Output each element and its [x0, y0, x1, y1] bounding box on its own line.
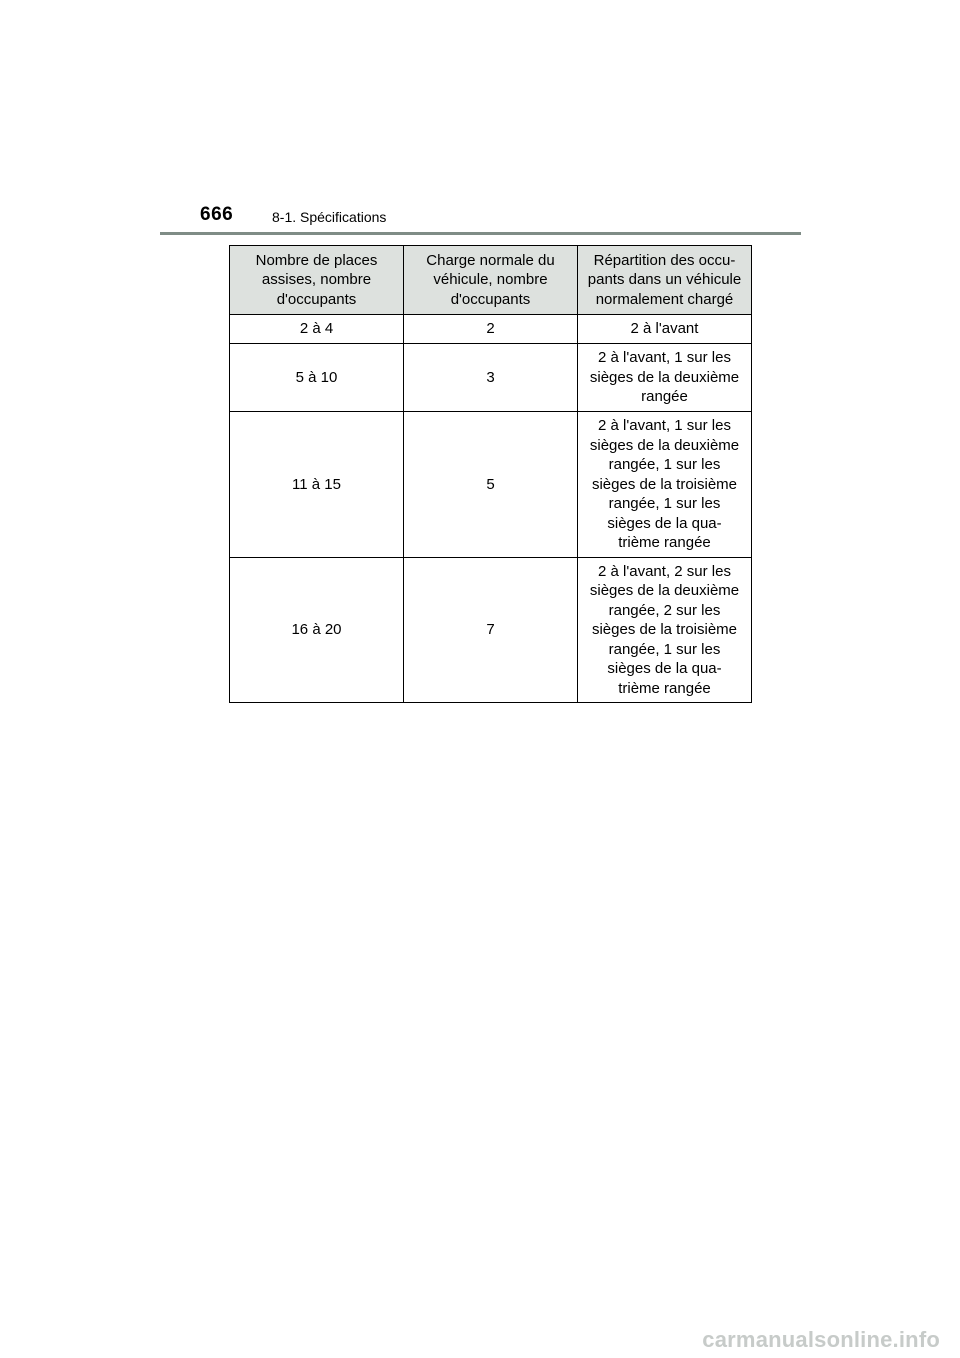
header-divider [160, 232, 801, 235]
cell-load: 2 [404, 315, 578, 344]
cell-load: 3 [404, 344, 578, 412]
page-number: 666 [200, 204, 234, 225]
section-title: 8-1. Spécifications [272, 209, 387, 225]
cell-distribution: 2 à l'avant, 2 sur les sièges de la deuxième rangée, 2 sur les sièges de la troisième rangée, 1 sur les sièges de la qua- trième rangée [578, 557, 752, 703]
table-row [230, 344, 752, 412]
cell-distribution: 2 à l'avant, 1 sur les sièges de la deuxième rangée [578, 344, 752, 412]
cell-seats: 2 à 4 [230, 315, 404, 344]
occupant-distribution-table [229, 245, 752, 703]
table-row [230, 412, 752, 558]
cell-load: 7 [404, 557, 578, 703]
column-header-distribution: Répartition des occu- pants dans un véhicule normalement chargé [578, 246, 752, 315]
table-header-row [230, 246, 752, 315]
table-row [230, 557, 752, 703]
watermark-text: carmanualsonline.info [702, 1327, 940, 1352]
column-header-load: Charge normale du véhicule, nombre d'occupants [404, 246, 578, 315]
cell-distribution: 2 à l'avant [578, 315, 752, 344]
table-row [230, 315, 752, 344]
cell-seats: 16 à 20 [230, 557, 404, 703]
cell-seats: 11 à 15 [230, 412, 404, 558]
cell-load: 5 [404, 412, 578, 558]
cell-seats: 5 à 10 [230, 344, 404, 412]
column-header-seats: Nombre de places assises, nombre d'occupants [230, 246, 404, 315]
cell-distribution: 2 à l'avant, 1 sur les sièges de la deuxième rangée, 1 sur les sièges de la troisième rangée, 1 sur les sièges de la qua- trième rangée [578, 412, 752, 558]
